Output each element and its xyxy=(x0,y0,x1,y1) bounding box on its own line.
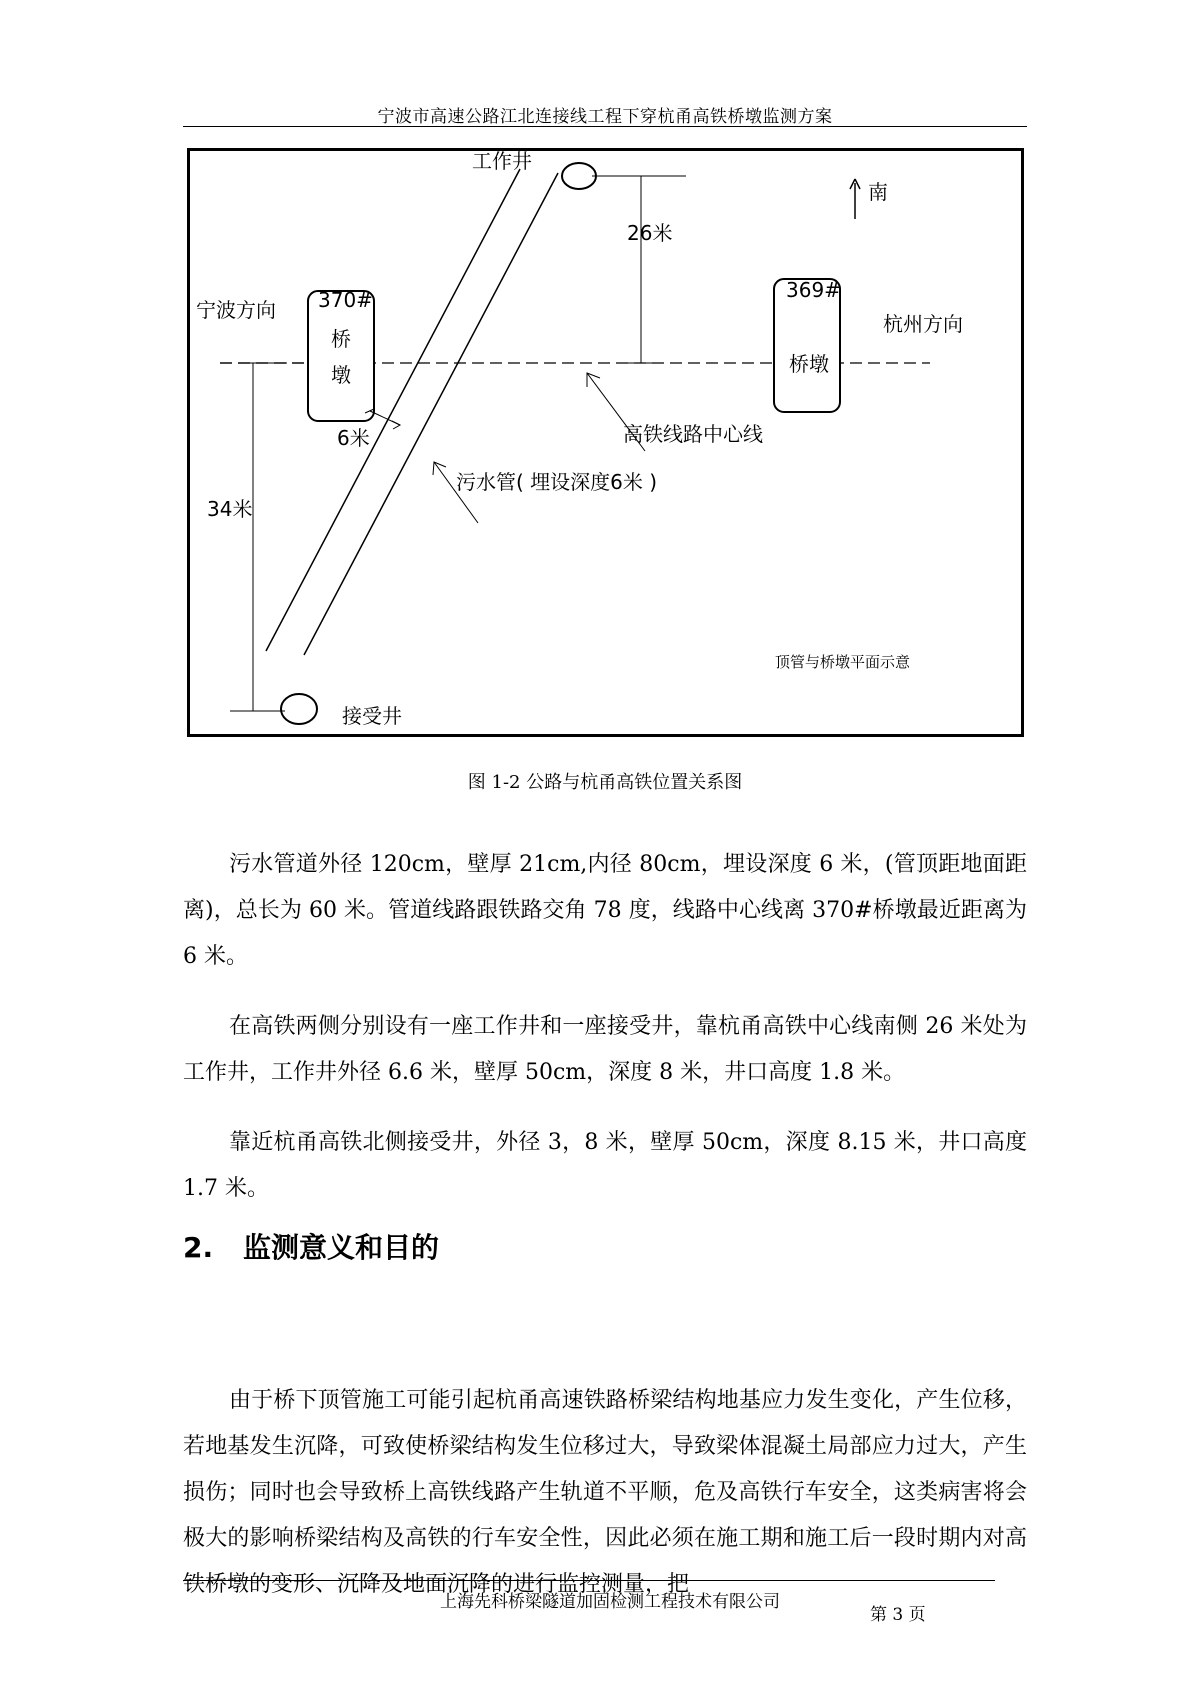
distance-26-label: 26米 xyxy=(627,221,673,245)
paragraph-work-well: 在高铁两侧分别设有一座工作井和一座接受井，靠杭甬高铁中心线南侧 26 米处为工作井，工作井外径 6.6 米，壁厚 50cm，深度 8 米，井口高度 1.8 米。 xyxy=(183,1014,1027,1085)
footer-rule xyxy=(183,1580,995,1581)
sewer-pipe-label: 污水管( 埋设深度6米 ) xyxy=(456,470,658,494)
footer-company: 上海先科桥梁隧道加固检测工程技术有限公司 xyxy=(440,1592,780,1612)
section-title: 监测意义和目的 xyxy=(243,1231,440,1264)
work-well-label: 工作井 xyxy=(472,151,532,173)
pipe-edge-left xyxy=(266,169,520,651)
rail-centerline-label: 高铁线路中心线 xyxy=(623,422,763,446)
arrow-up-icon xyxy=(850,179,860,219)
distance-6-label: 6米 xyxy=(337,426,370,450)
paragraph-pipe-specs: 污水管道外径 120cm，壁厚 21cm,内径 80cm，埋设深度 6 米，(管顶距地面距离)，总长为 60 米。管道线路跟铁路交角 78 度，线路中心线离 370#桥墩最近距离为 6 米。 xyxy=(183,852,1027,969)
south-label: 南 xyxy=(868,180,888,204)
distance-34-label: 34米 xyxy=(207,497,253,521)
pier-369-line2: 桥墩 xyxy=(789,352,829,376)
paragraph-receiving-well: 靠近杭甬高铁北侧接受井，外径 3，8 米，壁厚 50cm，深度 8.15 米，井口高度 1.7 米。 xyxy=(183,1130,1027,1201)
pier-370-line1: 370# xyxy=(318,288,373,312)
receiving-well-circle xyxy=(281,694,317,724)
figure-caption: 图 1-2 公路与杭甬高铁位置关系图 xyxy=(467,772,743,793)
page-header: 宁波市高速公路江北连接线工程下穿杭甬高铁桥墩监测方案 xyxy=(377,107,833,127)
site-plan-drawing xyxy=(190,151,1027,740)
page-number: 第 3 页 xyxy=(870,1605,926,1625)
section-number: 2. xyxy=(183,1231,214,1264)
paragraph-monitoring-purpose: 由于桥下顶管施工可能引起杭甬高速铁路桥梁结构地基应力发生变化，产生位移，若地基发生沉降，可致使桥梁结构发生位移过大，导致梁体混凝土局部应力过大，产生损伤；同时也会导致桥上高铁线路产生轨道不平顺，危及高铁行车安全，这类病害将会极大的影响桥梁结构及高铁的行车安全性，因此必须在施工期和施工后一段时期内对高铁桥墩的变形、沉降及地面沉降的进行监控测量，把 xyxy=(183,1388,1027,1597)
header-rule xyxy=(183,126,1027,127)
pier-370-line3: 墩 xyxy=(331,363,351,387)
pier-370-line2: 桥 xyxy=(331,327,351,351)
site-plan-figure xyxy=(187,148,1024,737)
hangzhou-direction-label: 杭州方向 xyxy=(883,312,963,336)
work-well-circle xyxy=(562,163,596,189)
legend-note: 顶管与桥墩平面示意 xyxy=(775,653,911,671)
pier-369-line1: 369# xyxy=(786,278,841,302)
ningbo-direction-label: 宁波方向 xyxy=(196,298,276,322)
section-heading xyxy=(183,1226,439,1266)
receiving-well-label: 接受井 xyxy=(342,704,402,728)
